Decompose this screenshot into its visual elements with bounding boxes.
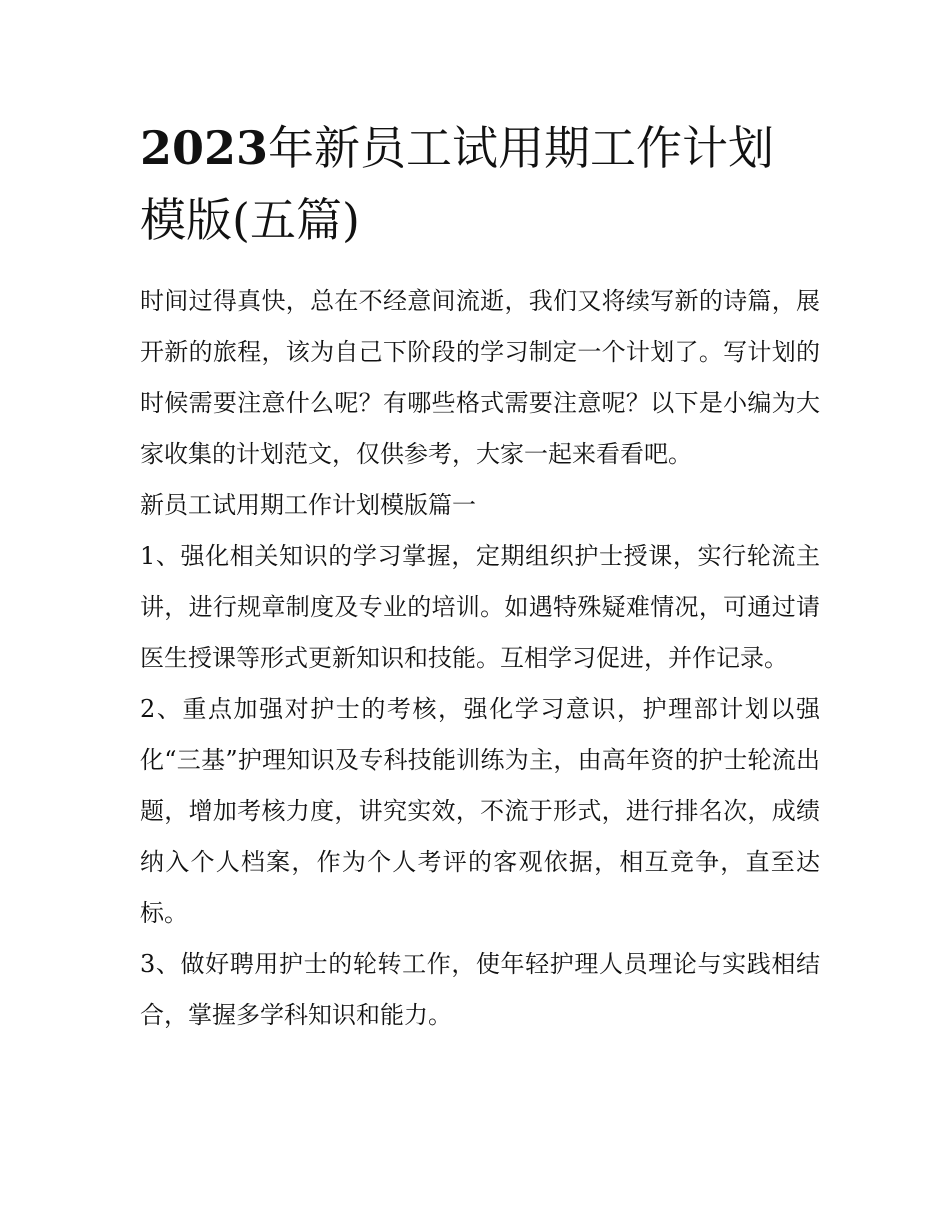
document-page bbox=[140, 0, 820, 1041]
section-heading: 新员工试用期工作计划模版篇一 bbox=[140, 491, 476, 519]
document-title bbox=[140, 112, 820, 256]
list-item: 2、重点加强对护士的考核，强化学习意识，护理部计划以强化“三基”护理知识及专科技能训练为主，由高年资的护士轮流出题，增加考核力度，讲究实效，不流于形式，进行排名次，成绩纳入个人档案，作为个人考评的客观依据，相互竞争，直至达标。 bbox=[140, 695, 820, 927]
intro-paragraph: 时间过得真快，总在不经意间流逝，我们又将续写新的诗篇，展开新的旅程，该为自己下阶段的学习制定一个计划了。写计划的时候需要注意什么呢？有哪些格式需要注意呢？以下是小编为大家收集的计划范文，仅供参考，大家一起来看看吧。 bbox=[140, 287, 820, 468]
title-year: 2023 bbox=[140, 121, 269, 175]
title-text: 年新员工试用期工作计划模版(五篇) bbox=[140, 121, 775, 247]
document-body bbox=[140, 276, 820, 1041]
list-item: 1、强化相关知识的学习掌握，定期组织护士授课，实行轮流主讲，进行规章制度及专业的培训。如遇特殊疑难情况，可通过请医生授课等形式更新知识和技能。互相学习促进，并作记录。 bbox=[140, 542, 820, 672]
list-item: 3、做好聘用护士的轮转工作，使年轻护理人员理论与实践相结合，掌握多学科知识和能力。 bbox=[140, 950, 820, 1029]
